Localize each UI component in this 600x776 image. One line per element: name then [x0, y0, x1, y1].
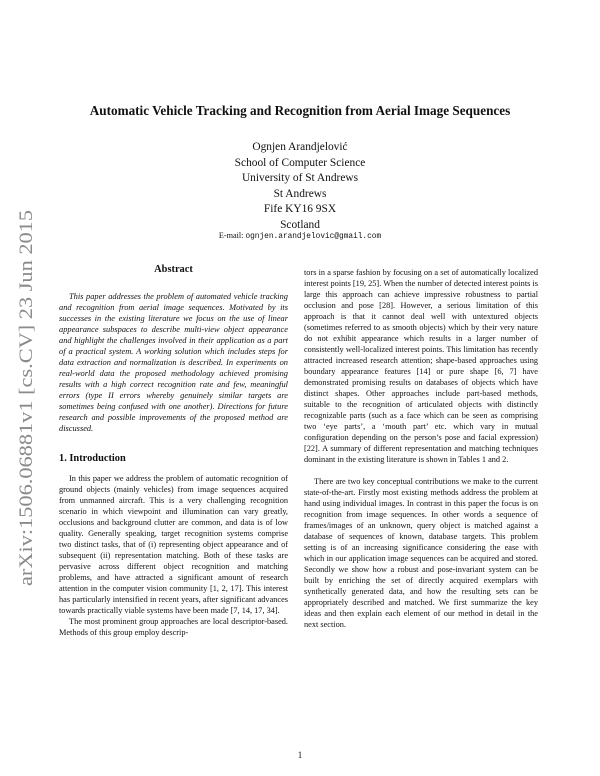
author-department: School of Computer Science: [234, 156, 366, 169]
author-country: Scotland: [280, 218, 320, 231]
abstract-heading: Abstract: [154, 264, 193, 275]
email-address: ognjen.arandjelovic@gmail.com: [245, 233, 382, 241]
right-column-paragraph: There are two key conceptual contributions we make to the current state-of-the-art. Firstly most existing methods address the problem at hand using individual images. In contrast in this paper the focus is on recognition from image sequences. In other words a sequence of frames/images of an unknown, query object is matched against a database of sequences of known, database targets. This problem setting is of an increasing significance considering the ease with which in our application image sequences can be acquired and stored. Secondly we show how a robust and pose-invariant system can be built by enriching the set of directly acquired exemplars with synthetically generated data, and how the resulting sets can be appropriately described and matched. We first summarize the key ideas and then explain each element of our method in detail in the next section.: [304, 477, 538, 629]
introduction-body: [59, 473, 288, 638]
email-line: [0, 231, 600, 241]
author-university: University of St Andrews: [241, 172, 359, 184]
arxiv-identifier-stamp: [2, 208, 42, 588]
right-column: [304, 267, 538, 630]
right-column-paragraph: tors in a sparse fashion by focusing on a set of automatically localized interest points [19, 25]. When the number of detected interest points is large this approach can achieve impressive robustness to partial occlusion and pose [28]. However, a serious limitation of this approach is that it cannot deal well with untextured objects (sometimes referred to as smooth objects) which by their very nature do not exhibit appearance which results in a larger number of consistently well-localized interest points. This limitation has recently attracted increased research attention; shape-based approaches using boundary appearance features [14] or pure shape [6, 7] have demonstrated promising results on databases of objects which have distinct shapes. Other approaches include part-based methods, suitable to the recognition of articulated objects with distinctly recognizable parts (such as a face which can be seen as comprising two ‘eye parts’, a ‘mouth part’ etc. which vary in mutual configuration depending on the person’s pose and facial expression) [22]. A summary of different representation and matching techniques dominant in the existing literature is shown in Tables 1 and 2.: [304, 268, 538, 464]
introduction-heading: 1. Introduction: [59, 453, 126, 464]
author-city: St Andrews: [273, 187, 327, 200]
paper-title: Automatic Vehicle Tracking and Recognition from Aerial Image Sequences: [89, 103, 511, 118]
arxiv-identifier-text: arXiv:1506.06881v1 [cs.CV] 23 Jun 2015: [16, 266, 37, 586]
abstract-text: This paper addresses the problem of automated vehicle tracking and recognition from aerial image sequences. Motivated by its successes in the existing literature we focus on the use of linear appearance subspaces to describe multi-view object appearance and highlight the challenges involved in their application as a part of a practical system. A working solution which includes steps for data extraction and normalization is described. In experiments on real-world data the proposed methodology achieved promising results with a high correct recognition rate and few, meaningful errors (type II errors whereby genuinely similar targets are sometimes being confused with one another). Directions for future research and possible improvements of the proposed method are discussed.: [59, 292, 288, 433]
author-block: [0, 140, 600, 233]
introduction-paragraph: In this paper we address the problem of automatic recognition of ground objects (mainly vehicles) from image sequences acquired from unmanned aircraft. This is a very challenging recognition scenario in which viewpoint and illumination can vary greatly, occlusions and background clutter are common, and data is of low quality. Generally speaking, target recognition systems comprise two distinct tasks, that of (i) representing object appearance and of subsequent (ii) representation matching. Both of these tasks are pervasive across different object recognition and matching problems, and have attracted a significant amount of research attention in the computer vision community [1, 2, 17]. This interest has particularly intensified in recent years, after significant advances towards practically viable systems have been made [7, 14, 17, 34].: [59, 474, 288, 615]
introduction-paragraph: The most prominent group approaches are local descriptor-based. Methods of this group employ descrip-: [59, 617, 288, 637]
author-name: Ognjen Arandjelović: [252, 141, 348, 153]
author-postcode: Fife KY16 9SX: [263, 203, 337, 215]
email-label: E-mail:: [218, 231, 244, 240]
arxiv-identifier-svg: [2, 208, 42, 588]
page-number: 1: [297, 750, 303, 760]
